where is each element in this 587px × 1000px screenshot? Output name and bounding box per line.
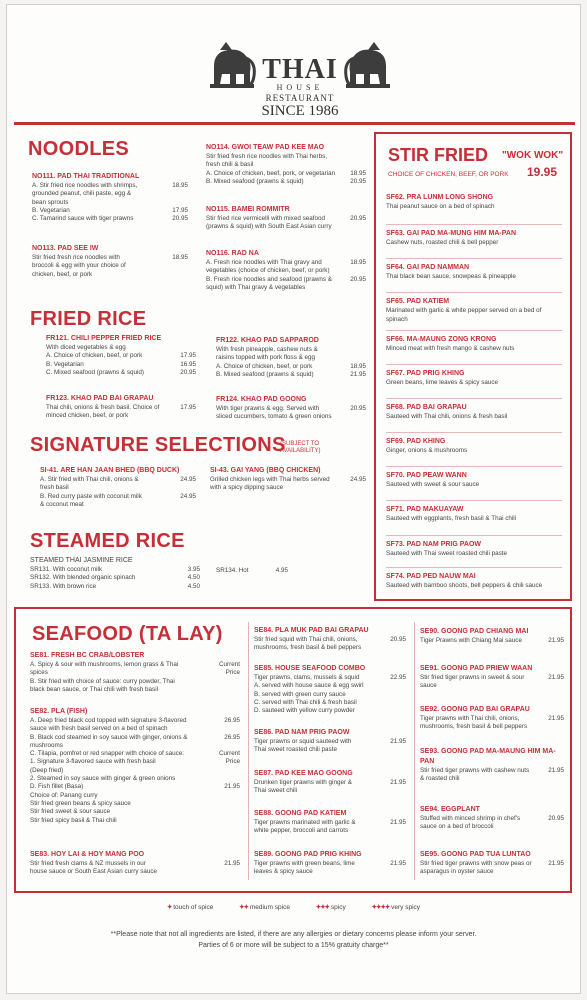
menu-item-fr121 xyxy=(46,334,196,377)
item-line: A. served with house sauce & egg swirl xyxy=(254,682,364,690)
divider xyxy=(386,224,562,225)
item-line: mushrooms, fresh basil & bell peppers xyxy=(254,644,362,652)
seafood-item xyxy=(254,850,406,877)
seafood-item xyxy=(254,626,406,653)
allergy-note: **Please note that not all ingredients are listed, if there are any allergies or dietary concerns please inform your server. Parties of 6 or more will be subject to a 15% gratuity charge** xyxy=(110,931,477,949)
item-line: Stir fried green beans & spicy sauce xyxy=(30,799,131,807)
item-name: FR121. CHILI PEPPER FRIED RICE xyxy=(46,335,162,342)
item-line: black bean sauce, or Thai chili with fresh basil xyxy=(30,685,158,693)
item-line: Stir fried fresh rice noodles with Thai herbs, xyxy=(206,153,327,160)
steamed-row: SR133. With brown rice 4.50 xyxy=(30,582,200,590)
item-name: NO114. GWOI TEAW PAD KEE MAO xyxy=(206,144,325,151)
divider xyxy=(386,432,562,433)
item-line: Tiger prawns or squid sauteed with 21.95 xyxy=(254,738,406,745)
seafood-item xyxy=(420,850,564,877)
item-line: Thai sweet chili xyxy=(254,787,298,795)
divider xyxy=(386,292,562,293)
stir-fried-item: SF74. PAD PED NAUW MAI Sauteed with bamboo shoots, bell peppers & chili sauce xyxy=(386,573,543,589)
spice-legend xyxy=(0,903,587,911)
restaurant-logo xyxy=(200,40,400,120)
item-line: grounded peanut, chili paste, egg & xyxy=(32,190,132,198)
item-name: SE88. GOONG PAD KATIEM xyxy=(254,810,347,817)
seafood-item xyxy=(30,707,240,825)
item-line: C. Tamarind sauce with tiger prawns 20.95 xyxy=(32,215,188,223)
seafood-item xyxy=(254,769,406,796)
seafood-item xyxy=(420,627,564,645)
steamed-row: SR132. With blended organic spinach 4.50 xyxy=(30,574,200,582)
item-name: FR122. KHAO PAD SAPPAROD xyxy=(216,337,319,344)
item-line: D. sauteed with yellow curry powder xyxy=(254,707,355,715)
menu-item-no111 xyxy=(32,172,188,223)
item-line: leaves & spicy sauce xyxy=(254,868,313,876)
item-line: Tiger Prawns with Chiang Mai sauce 21.95 xyxy=(420,637,564,644)
menu-item-no116 xyxy=(206,249,366,292)
logo-thai: THAI xyxy=(262,54,338,85)
item-line: B. Mixed seafood (prawns & squid) 21.95 xyxy=(216,370,366,378)
item-line: Stir fried tiger prawns with cashew nuts 21.95 xyxy=(420,767,564,774)
divider xyxy=(386,567,562,568)
stir-fried-heading: STIR FRIED xyxy=(388,145,489,165)
item-line: bean sprouts xyxy=(32,198,69,206)
item-line: chicken, beef, or pork xyxy=(32,270,93,278)
chili-icon: ✦ xyxy=(166,904,172,911)
legend-touch: ✦ touch of spice xyxy=(166,904,214,911)
divider xyxy=(386,364,562,365)
column-divider xyxy=(248,622,249,880)
item-line: fresh chili & basil xyxy=(206,161,254,169)
item-line: & roasted chili xyxy=(420,775,460,783)
item-line: B. Mixed seafood (prawns & squid) 20.95 xyxy=(206,177,366,185)
header-divider xyxy=(14,122,575,125)
item-line: With diced vegetables & egg xyxy=(46,344,126,351)
item-line: mushrooms, fresh basil & bell peppers xyxy=(420,723,528,731)
item-line: Stir fried spicy basil & Thai chili xyxy=(30,816,117,824)
item-name: SE89. GOONG PAD PRIG KHING xyxy=(254,851,362,858)
item-line: B. Fresh rice noodles and seafood (prawns & 20.95 xyxy=(206,275,366,283)
steamed-rice-list xyxy=(30,556,200,591)
menu-item-no114 xyxy=(206,143,366,186)
item-line: fresh basil xyxy=(40,484,69,492)
divider xyxy=(386,258,562,259)
menu-item-no115 xyxy=(206,205,366,232)
item-line: Thai sweet roasted chili paste xyxy=(254,746,337,754)
item-name: SE82. PLA (FISH) xyxy=(30,708,88,715)
item-line: D. Fish fillet (Basa) 21.95 xyxy=(30,783,240,791)
item-name: SE93. GOONG PAD MA-MAUNG HIM MA-PAN xyxy=(420,748,556,765)
item-line: A. Deep fried black cod topped with signature 3-flavored 26.95 xyxy=(30,717,240,724)
item-line: (prawns & squid) with South East Asian curry xyxy=(206,223,332,231)
item-name: SE86. PAD NAM PRIG PAOW xyxy=(254,729,350,736)
stir-fried-item: SF67. PAD PRIG KHING Green beans, lime leaves & spicy sauce xyxy=(386,370,499,386)
item-line: A. Stir fried rice noodles with shrimps, 18.95 xyxy=(32,182,188,189)
item-line: With fresh pineapple, cashew nuts & xyxy=(216,346,318,353)
item-name: SE83. HOY LAI & HOY MANG POO xyxy=(30,851,145,858)
item-line: squid) with Thai gravy & vegetables xyxy=(206,283,306,291)
item-name: SE85. HOUSE SEAFOOD COMBO xyxy=(254,665,366,672)
item-line: Thai chili, onions & fresh basil. Choice of 17.95 xyxy=(46,404,196,411)
item-name: SE81. FRESH BC CRAB/LOBSTER xyxy=(30,652,145,659)
stir-fried-item: SF62. PRA LUNM LONG SHONG Thai peanut sauce on a bed of spinach xyxy=(386,194,495,210)
item-line: Stir fried sweet & sour sauce xyxy=(30,808,111,816)
item-line: mushrooms xyxy=(30,741,63,749)
item-line: With tiger prawns & egg. Served with 20.95 xyxy=(216,405,366,412)
seafood-item xyxy=(254,728,406,755)
legend-medium: ✦✦ medium spice xyxy=(239,904,290,911)
item-line: Stir fried squid with Thai chili, onions, 20.95 xyxy=(254,636,406,643)
seafood-item xyxy=(30,850,240,877)
stir-fried-wok: "WOK WOK" xyxy=(502,150,564,161)
chili-icon: ✦✦ xyxy=(239,904,249,911)
item-name: SE91. GOONG PAD PRIEW WAAN xyxy=(420,665,533,672)
item-line: Stir fried rice vermicelli with mixed seafood 20.95 xyxy=(206,215,366,222)
item-line: A. Choice of chicken, beef, pork, or vegetarian 18.95 xyxy=(206,169,366,177)
item-name: SI-41. ARE HAN JAAN BHED (BBQ DUCK) xyxy=(40,467,180,474)
item-line: Stir fried tiger prawns with snow peas or 21.95 xyxy=(420,860,564,867)
availability-note: (SUBJECT TO AVAILABILITY) xyxy=(280,441,321,454)
steamed-rice-subtitle: STEAMED THAI JASMINE RICE xyxy=(30,557,133,564)
seafood-item xyxy=(420,664,564,691)
stir-fried-price: 19.95 xyxy=(527,165,558,179)
divider xyxy=(386,398,562,399)
item-line: C. Mixed seafood (prawns & squid) 20.95 xyxy=(46,368,196,376)
item-line: sliced cucumbers, tomato & green onions xyxy=(216,413,332,421)
item-line: Drunken tiger prawns with ginger & 21.95 xyxy=(254,779,406,786)
menu-item-si43 xyxy=(210,466,366,493)
item-line: Stir fried fresh rice noodles with 18.95 xyxy=(32,254,188,261)
divider xyxy=(386,500,562,501)
item-line: B. Black cod steamed in soy sauce with ginger, onions & 26.95 xyxy=(30,733,240,741)
menu-item-fr123 xyxy=(46,394,196,421)
legend-very: ✦✦✦✦ very spicy xyxy=(371,904,421,911)
menu-item-si41 xyxy=(40,466,196,509)
item-name: NO111. PAD THAI TRADITIONAL xyxy=(32,173,140,180)
stir-fried-choice: CHOICE OF CHICKEN, BEEF, OR PORK xyxy=(388,171,509,178)
seafood-item xyxy=(420,805,564,832)
steamed-rice-heading: STEAMED RICE xyxy=(30,530,185,552)
divider xyxy=(386,535,562,536)
item-line: A. Choice of chicken, beef, or pork 18.95 xyxy=(216,362,366,370)
item-name: SE95. GOONG PAD TUA LUNTAO xyxy=(420,851,531,858)
item-line: Choice of: Panang curry xyxy=(30,791,98,799)
signature-heading: SIGNATURE SELECTIONS xyxy=(30,434,286,456)
item-line: & coconut meat xyxy=(40,500,84,508)
item-line: (Deep fried) xyxy=(30,766,64,774)
chili-icon: ✦✦✦ xyxy=(315,904,330,911)
item-line: 2. Steamed in soy sauce with ginger & green onions xyxy=(30,775,176,783)
item-line: spices Price xyxy=(30,669,240,677)
item-line: A. Choice of chicken, beef, or pork 17.95 xyxy=(46,352,196,360)
item-line: Tiger prawns marinated with garlic & 21.95 xyxy=(254,819,406,826)
item-line: B. Vegetarian 17.95 xyxy=(32,206,188,214)
item-line: Tiger prawns with Thai chili, onions, 21.95 xyxy=(420,715,564,722)
item-line: with a spicy dipping sauce xyxy=(210,484,284,492)
stir-fried-item: SF64. GAI PAD NAMMAN Thai black bean sauce, snowpeas & pineapple xyxy=(386,264,516,280)
steamed-row-sr134: SR134. Hot 4.95 xyxy=(216,567,288,574)
stir-fried-item: SF73. PAD NAM PRIG PAOW Sauteed with Thai sweet roasted chili paste xyxy=(386,541,507,557)
item-line: Stir fried tiger prawns in sweet & sour sauce 21.95 xyxy=(420,674,564,690)
item-name: SI-43. GAI YANG (BBQ CHICKEN) xyxy=(210,467,321,474)
item-line: Stuffed with minced shrimp in chef's 20.95 xyxy=(420,815,564,822)
item-line: broccoli & egg with your choice of xyxy=(32,262,126,270)
chili-icon: ✦✦✦✦ xyxy=(371,904,390,911)
item-line: sauce on a bed of broccoli xyxy=(420,823,494,831)
item-line: A. Spicy & sour with mushrooms, lemon grass & Thai Current xyxy=(30,661,240,668)
item-line: A. Stir fried with Thai chili, onions & 24.95 xyxy=(40,476,196,483)
stir-fried-item: SF63. GAI PAD MA-MUNG HIM MA-PAN Cashew nuts, roasted chili & bell pepper xyxy=(386,230,517,246)
stir-fried-item: SF71. PAD MAKUAYAW Sauteed with eggplants, fresh basil & Thai chili xyxy=(386,506,517,522)
item-line: house sauce or South East Asian curry sauce xyxy=(30,868,158,876)
item-line: Grilled chicken legs with Thai herbs served 24.95 xyxy=(210,476,366,483)
item-line: B. Vegetarian 16.95 xyxy=(46,360,196,368)
fried-rice-heading: FRIED RICE xyxy=(30,308,147,330)
item-name: NO115. BAMEI ROMMITR xyxy=(206,206,290,213)
item-name: SE94. EGGPLANT xyxy=(420,806,480,813)
item-line: A. Fresh rice noodles with Thai gravy and 18.95 xyxy=(206,259,366,266)
stir-fried-item: SF69. PAD KHING Ginger, onions & mushrooms xyxy=(386,438,468,454)
seafood-item xyxy=(420,705,564,732)
item-line: asparagus in oyster sauce xyxy=(420,868,494,876)
stir-fried-item: SF68. PAD BAI GRAPAU Sauteed with Thai chili, onions & fresh basil xyxy=(386,404,508,420)
item-line: 1. Signature 3-flavored sauce with fresh basil Price xyxy=(30,758,240,766)
item-name: SE90. GOONG PAD CHIANG MAI xyxy=(420,628,529,635)
item-line: Stir fried fresh clams & NZ mussels in our 21.95 xyxy=(30,860,240,867)
divider xyxy=(386,466,562,467)
noodles-heading: NOODLES xyxy=(28,138,129,160)
item-name: NO116. RAD NA xyxy=(206,250,259,257)
item-line: C. served with Thai chili & fresh basil xyxy=(254,698,357,706)
logo-house: HOUSE xyxy=(276,83,324,92)
divider xyxy=(386,330,562,331)
item-line: white pepper, broccoli and carrots xyxy=(254,827,349,835)
item-line: Tiger prawns with green beans, lime 21.95 xyxy=(254,860,406,867)
item-line: B. Stir fried with choice of sauce: curry powder, Thai xyxy=(30,677,175,685)
seafood-item xyxy=(420,747,564,784)
seafood-item xyxy=(254,664,406,715)
item-name: SE87. PAD KEE MAO GOONG xyxy=(254,770,353,777)
steamed-row: SR131. With coconut milk 3.95 xyxy=(30,566,200,573)
menu-item-fr124 xyxy=(216,395,366,422)
stir-fried-item: SF65. PAD KATIEM Marinated with garlic & white pepper served on a bed of spinach xyxy=(386,298,542,323)
item-line: B. Red curry paste with coconut milk 24.95 xyxy=(40,492,196,500)
menu-item-fr122 xyxy=(216,336,366,379)
item-name: SE84. PLA MUK PAD BAI GRAPAU xyxy=(254,627,369,634)
item-name: FR123. KHAO PAD BAI GRAPAU xyxy=(46,395,154,402)
seafood-heading: SEAFOOD (TA LAY) xyxy=(32,623,223,645)
item-line: raisins topped with pork floss & egg xyxy=(216,354,316,362)
stir-fried-item: SF70. PAD PEAW WANN Sauteed with sweet & sour sauce xyxy=(386,472,480,488)
item-line: Tiger prawns, clams, mussels & squid 22.95 xyxy=(254,674,406,681)
legend-spicy: ✦✦✦ spicy xyxy=(315,904,346,911)
item-line: B. served with green curry sauce xyxy=(254,690,346,698)
item-line: C. Tilapia, pomfret or red snapper with choice of sauce: Current xyxy=(30,750,240,758)
seafood-item xyxy=(30,651,240,694)
item-name: NO113. PAD SEE IW xyxy=(32,245,99,252)
stir-fried-item: SF66. MA-MAUNG ZONG KRONG Minced meat with fresh mango & cashew nuts xyxy=(386,336,515,352)
item-name: SE92. GOONG PAD BAI GRAPAU xyxy=(420,706,530,713)
item-line: vegetables (choice of chicken, beef, or pork) xyxy=(206,267,330,275)
item-name: FR124. KHAO PAD GOONG xyxy=(216,396,307,403)
column-divider xyxy=(414,622,415,880)
menu-item-no113 xyxy=(32,244,188,279)
logo-since: SINCE 1986 xyxy=(261,103,339,119)
seafood-item xyxy=(254,809,406,836)
item-line: minced chicken, beef, or pork xyxy=(46,412,129,420)
logo-restaurant: RESTAURANT xyxy=(265,93,335,103)
item-line: sauce with fresh basil served on a bed of spinach xyxy=(30,725,168,733)
